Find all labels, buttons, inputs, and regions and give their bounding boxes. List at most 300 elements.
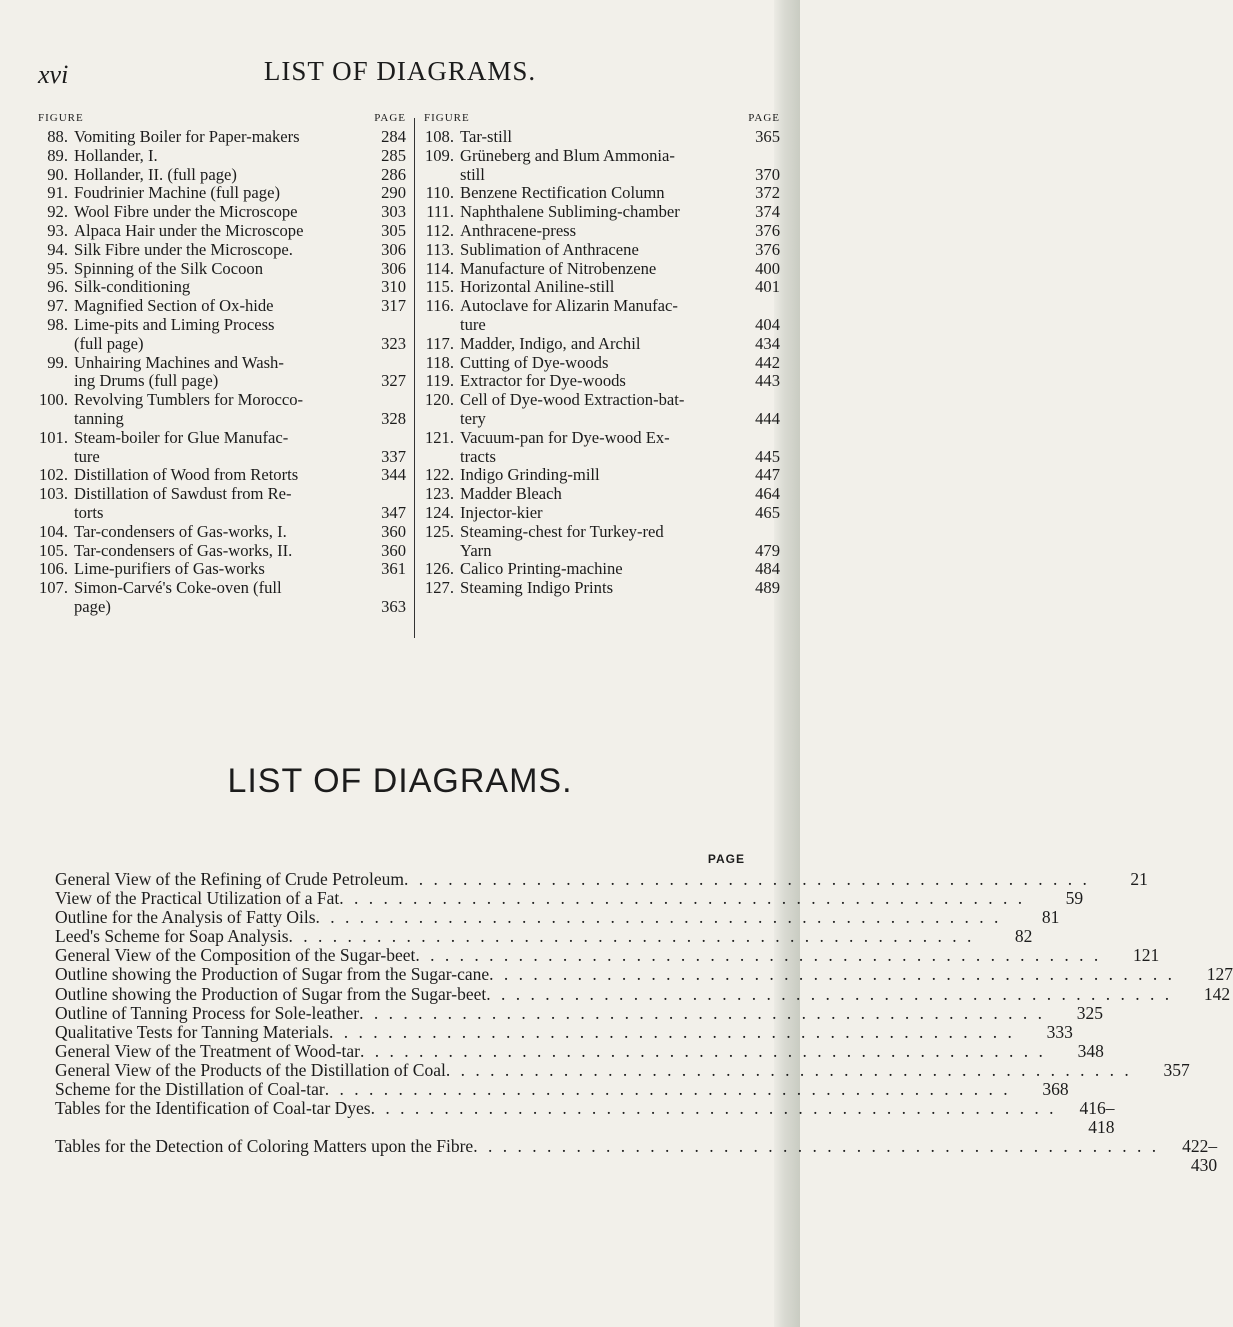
diagram-entry bbox=[55, 1002, 1104, 1023]
figure-entry-line bbox=[38, 335, 406, 354]
figure-number: 115. bbox=[425, 277, 454, 297]
figure-entry-line bbox=[38, 241, 406, 260]
figure-page: 489 bbox=[755, 578, 780, 598]
figure-entry bbox=[38, 278, 406, 297]
diagram-page: 127 bbox=[1206, 964, 1233, 985]
diagram-entries bbox=[55, 869, 1233, 1176]
figure-entry bbox=[424, 429, 780, 467]
diagram-entry bbox=[55, 888, 1084, 909]
figure-page: 306 bbox=[381, 258, 406, 278]
figure-title: torts bbox=[74, 502, 104, 522]
figure-number: 95. bbox=[47, 258, 68, 278]
figure-entry-line bbox=[424, 391, 780, 410]
figure-page bbox=[746, 391, 780, 410]
diagram-entry bbox=[55, 926, 1033, 947]
figure-entry-line bbox=[38, 297, 406, 316]
figure-title: Vomiting Boiler for Paper-makers bbox=[74, 127, 300, 146]
figure-number: 123. bbox=[424, 484, 454, 504]
figure-number: 108. bbox=[424, 127, 454, 146]
figure-page: 376 bbox=[755, 220, 780, 240]
figure-number: 90. bbox=[47, 164, 68, 184]
diagram-title: Scheme for the Distillation of Coal-tar bbox=[55, 1079, 325, 1100]
figure-number: 103. bbox=[38, 484, 68, 504]
figure-entry bbox=[38, 466, 406, 485]
figure-title: Silk Fibre under the Microscope. bbox=[74, 239, 293, 259]
figure-entry-line bbox=[424, 579, 780, 598]
figure-entry-line bbox=[424, 316, 780, 335]
figure-entry bbox=[38, 542, 406, 561]
figure-entry-line bbox=[424, 335, 780, 354]
figure-entry bbox=[38, 147, 406, 166]
figure-entry-line bbox=[38, 429, 406, 448]
figure-number: 93. bbox=[47, 220, 68, 240]
figure-entry bbox=[38, 391, 406, 429]
diagram-title: Tables for the Identification of Coal-tar Dyes bbox=[55, 1098, 371, 1119]
dot-leader: . . . . . . . . . . . . . . . . . . . . . . . . . . . . . . . . . . . . . . . . . . . . . . . bbox=[315, 907, 1002, 928]
diagram-title: View of the Practical Utilization of a Fat bbox=[55, 888, 340, 909]
figure-title: Grüneberg and Blum Ammonia- bbox=[460, 145, 675, 165]
figure-title: Extractor for Dye-woods bbox=[460, 371, 626, 391]
figure-number: 118. bbox=[425, 352, 454, 372]
figure-title: tanning bbox=[74, 408, 124, 428]
figure-title: Lime-pits and Liming Process bbox=[74, 314, 275, 334]
figure-number bbox=[38, 335, 74, 354]
figure-number bbox=[424, 166, 460, 185]
figure-page: 310 bbox=[381, 277, 406, 297]
diagram-page: 348 bbox=[1077, 1040, 1104, 1061]
figure-number: 109. bbox=[424, 145, 454, 165]
figure-entry-line bbox=[38, 278, 406, 297]
diagram-entry bbox=[55, 1021, 1073, 1042]
figure-number: 121. bbox=[424, 427, 454, 447]
diagram-entry bbox=[55, 907, 1060, 928]
figure-entry-line bbox=[38, 598, 406, 617]
figure-label: FIGURE bbox=[424, 112, 470, 124]
figure-number: 114. bbox=[425, 258, 454, 278]
figure-page: 285 bbox=[381, 145, 406, 165]
figure-entry-line bbox=[38, 203, 406, 222]
figure-entry bbox=[424, 523, 780, 561]
figure-number bbox=[424, 316, 460, 335]
figure-page bbox=[746, 297, 780, 316]
column-divider bbox=[414, 118, 415, 638]
diagrams-page-label: PAGE bbox=[707, 852, 745, 866]
figure-number: 96. bbox=[47, 277, 68, 297]
figure-entry-line bbox=[38, 485, 406, 504]
dot-leader: . . . . . . . . . . . . . . . . . . . . . . . . . . . . . . . . . . . . . . . . . . . . . . . bbox=[370, 1098, 1057, 1119]
figure-entry bbox=[424, 579, 780, 598]
figure-title: page) bbox=[74, 596, 111, 616]
figure-entry bbox=[424, 560, 780, 579]
diagram-page: 422–430 bbox=[1182, 1136, 1218, 1176]
figure-title: Sublimation of Anthracene bbox=[460, 239, 639, 259]
figure-title: Tar-condensers of Gas-works, II. bbox=[74, 540, 293, 560]
figure-entry bbox=[38, 166, 406, 185]
figure-number bbox=[38, 504, 74, 523]
figure-title: Autoclave for Alizarin Manufac- bbox=[460, 296, 678, 316]
diagram-entry bbox=[55, 869, 1148, 889]
figure-entry bbox=[38, 297, 406, 316]
figure-entry bbox=[38, 241, 406, 260]
dot-leader: . . . . . . . . . . . . . . . . . . . . . . . . . . . . . . . . . . . . . . . . . . . . . . . bbox=[328, 1021, 1015, 1042]
figure-title: Tar-condensers of Gas-works, I. bbox=[74, 521, 287, 541]
figure-entry bbox=[424, 354, 780, 373]
figure-title: Distillation of Wood from Retorts bbox=[74, 465, 299, 485]
figure-number bbox=[38, 598, 74, 617]
dot-leader: . . . . . . . . . . . . . . . . . . . . . . . . . . . . . . . . . . . . . . . . . . . . . . . bbox=[489, 964, 1176, 985]
figure-page: 374 bbox=[755, 202, 780, 222]
figure-number: 116. bbox=[425, 296, 454, 316]
figure-entry bbox=[424, 147, 780, 185]
figure-number: 122. bbox=[424, 465, 454, 485]
figure-entry-line bbox=[38, 372, 406, 391]
diagram-title: Outline of Tanning Process for Sole-leather bbox=[55, 1002, 360, 1023]
figure-title: Cell of Dye-wood Extraction-bat- bbox=[460, 390, 685, 410]
figure-page: 479 bbox=[755, 540, 780, 560]
figure-label: FIGURE bbox=[38, 112, 84, 124]
diagrams-list bbox=[55, 852, 1233, 1176]
figure-page: 360 bbox=[381, 540, 406, 560]
figures-right-column bbox=[424, 112, 780, 598]
diagram-page: 142 bbox=[1203, 983, 1231, 1004]
figure-page: 444 bbox=[755, 408, 780, 428]
dot-leader: . . . . . . . . . . . . . . . . . . . . . . . . . . . . . . . . . . . . . . . . . . . . . . . bbox=[359, 1002, 1046, 1023]
dot-leader: . . . . . . . . . . . . . . . . . . . . . . . . . . . . . . . . . . . . . . . . . . . . . . . bbox=[324, 1079, 1011, 1100]
figure-page: 400 bbox=[755, 258, 780, 278]
figure-entry-line bbox=[38, 184, 406, 203]
figure-page: 306 bbox=[381, 239, 406, 259]
column-head bbox=[38, 112, 406, 128]
diagram-page: 21 bbox=[1130, 869, 1148, 889]
diagram-entry bbox=[55, 1079, 1069, 1100]
dot-leader: . . . . . . . . . . . . . . . . . . . . . . . . . . . . . . . . . . . . . . . . . . . . . . . bbox=[360, 1040, 1046, 1061]
figure-page: 443 bbox=[755, 371, 780, 391]
diagram-entry bbox=[55, 945, 1160, 966]
figure-number: 88. bbox=[47, 127, 68, 146]
figure-page: 328 bbox=[381, 408, 406, 428]
figure-entry-line bbox=[424, 203, 780, 222]
figure-number bbox=[38, 448, 74, 467]
figure-number bbox=[38, 410, 74, 429]
figure-page: 327 bbox=[381, 371, 406, 391]
figure-entry-line bbox=[424, 184, 780, 203]
running-title: LIST OF DIAGRAMS. bbox=[263, 56, 537, 86]
figure-title: Madder, Indigo, and Archil bbox=[460, 333, 641, 353]
figure-number bbox=[424, 410, 460, 429]
diagram-title: Qualitative Tests for Tanning Materials bbox=[55, 1021, 329, 1042]
figure-entry-line bbox=[38, 222, 406, 241]
dot-leader: . . . . . . . . . . . . . . . . . . . . . . . . . . . . . . . . . . . . . . . . . . . . . . . bbox=[473, 1136, 1160, 1157]
diagram-page: 368 bbox=[1042, 1079, 1069, 1100]
figure-entry-line bbox=[424, 485, 780, 504]
figure-entry bbox=[424, 184, 780, 203]
figure-number: 111. bbox=[426, 202, 454, 222]
figure-page bbox=[372, 579, 406, 598]
figure-title: ing Drums (full page) bbox=[74, 371, 219, 391]
figure-number: 101. bbox=[38, 427, 68, 447]
figure-entry-line bbox=[38, 316, 406, 335]
figure-entry bbox=[424, 278, 780, 297]
figure-entry-line bbox=[424, 429, 780, 448]
figure-number: 92. bbox=[47, 202, 68, 222]
figure-page: 484 bbox=[755, 559, 780, 579]
figure-entry bbox=[38, 260, 406, 279]
figure-title: Hollander, II. (full page) bbox=[74, 164, 237, 184]
figure-number: 113. bbox=[425, 239, 454, 259]
diagram-page: 416–418 bbox=[1079, 1098, 1115, 1138]
figure-entry bbox=[424, 504, 780, 523]
diagram-entry bbox=[55, 1040, 1104, 1061]
figure-page bbox=[372, 354, 406, 373]
figure-title: Injector-kier bbox=[460, 502, 543, 522]
figure-entry-line bbox=[424, 504, 780, 523]
figure-entry bbox=[424, 466, 780, 485]
figure-number: 107. bbox=[38, 578, 68, 598]
figure-title: tracts bbox=[460, 446, 496, 466]
figure-entry bbox=[38, 485, 406, 523]
figure-entry-line bbox=[38, 410, 406, 429]
figure-entry-line bbox=[424, 523, 780, 542]
figure-page: 344 bbox=[381, 465, 406, 485]
figure-title: Alpaca Hair under the Microscope bbox=[74, 220, 304, 240]
dot-leader: . . . . . . . . . . . . . . . . . . . . . . . . . . . . . . . . . . . . . . . . . . . . . . . bbox=[415, 945, 1102, 966]
figure-page: 337 bbox=[381, 446, 406, 466]
figure-entry-line bbox=[424, 128, 780, 147]
diagram-title: Tables for the Detection of Coloring Matters upon the Fibre bbox=[55, 1136, 474, 1157]
diagram-entry bbox=[55, 1098, 1115, 1138]
figure-entry-line bbox=[38, 579, 406, 598]
figure-entry-line bbox=[38, 448, 406, 467]
figure-entry-line bbox=[424, 542, 780, 561]
figure-entry bbox=[424, 128, 780, 147]
figure-entry-line bbox=[38, 504, 406, 523]
page-label: PAGE bbox=[748, 112, 780, 124]
diagram-page: 357 bbox=[1163, 1059, 1190, 1080]
figure-number: 110. bbox=[425, 183, 454, 203]
figure-title: Revolving Tumblers for Morocco- bbox=[74, 390, 304, 410]
figure-entry bbox=[38, 429, 406, 467]
diagram-title: General View of the Composition of the Sugar-beet bbox=[55, 945, 416, 966]
diagram-page: 82 bbox=[1014, 926, 1033, 947]
figure-number: 97. bbox=[47, 296, 68, 316]
figure-entry-line bbox=[424, 241, 780, 260]
figure-title: Simon-Carvé's Coke-oven (full bbox=[74, 578, 282, 598]
figure-page bbox=[372, 316, 406, 335]
figure-number: 106. bbox=[38, 559, 68, 579]
figure-page: 404 bbox=[755, 314, 780, 334]
diagram-entry bbox=[55, 1059, 1190, 1080]
figure-page: 290 bbox=[381, 183, 406, 203]
figure-entry bbox=[38, 560, 406, 579]
figure-page bbox=[746, 147, 780, 166]
figure-page bbox=[372, 391, 406, 410]
figure-number: 125. bbox=[424, 521, 454, 541]
page-label: PAGE bbox=[374, 112, 406, 124]
dot-leader: . . . . . . . . . . . . . . . . . . . . . . . . . . . . . . . . . . . . . . . . . . . . . . . bbox=[288, 926, 975, 947]
figure-title: Vacuum-pan for Dye-wood Ex- bbox=[460, 427, 670, 447]
figure-page: 434 bbox=[755, 333, 780, 353]
figure-page: 447 bbox=[755, 465, 780, 485]
figure-entry-line bbox=[424, 372, 780, 391]
figure-entry bbox=[424, 241, 780, 260]
figure-entry bbox=[38, 184, 406, 203]
column-head bbox=[424, 112, 780, 128]
figure-title: Silk-conditioning bbox=[74, 277, 191, 297]
figure-entry-line bbox=[424, 166, 780, 185]
figure-title: Wool Fibre under the Microscope bbox=[74, 202, 298, 222]
figure-page: 376 bbox=[755, 239, 780, 259]
figure-number: 99. bbox=[47, 352, 68, 372]
figure-title: Madder Bleach bbox=[460, 484, 562, 504]
figure-entry bbox=[38, 316, 406, 354]
figure-number: 120. bbox=[424, 390, 454, 410]
figure-entry-line bbox=[38, 542, 406, 561]
figure-entry-line bbox=[424, 410, 780, 429]
figure-entry-line bbox=[38, 523, 406, 542]
figure-title: Indigo Grinding-mill bbox=[460, 465, 600, 485]
figure-number: 127. bbox=[424, 578, 454, 598]
figure-title: Benzene Rectification Column bbox=[460, 183, 665, 203]
figure-title: tery bbox=[460, 408, 486, 428]
dot-leader: . . . . . . . . . . . . . . . . . . . . . . . . . . . . . . . . . . . . . . . . . . . . . . . bbox=[486, 983, 1173, 1004]
figure-page: 317 bbox=[381, 296, 406, 316]
figure-entry-line bbox=[424, 278, 780, 297]
figure-page: 284 bbox=[381, 127, 406, 146]
figure-title: Yarn bbox=[460, 540, 492, 560]
figure-page: 442 bbox=[755, 352, 780, 372]
figure-title: Cutting of Dye-woods bbox=[460, 352, 609, 372]
diagram-page: 81 bbox=[1041, 907, 1060, 928]
figure-page: 347 bbox=[381, 502, 406, 522]
figure-number bbox=[424, 542, 460, 561]
figure-page: 360 bbox=[381, 521, 406, 541]
figure-entry bbox=[38, 354, 406, 392]
figure-number: 117. bbox=[425, 333, 454, 353]
figures-left-column bbox=[38, 112, 406, 617]
figure-entry bbox=[38, 523, 406, 542]
figure-list-right bbox=[424, 128, 780, 598]
figure-number: 104. bbox=[38, 521, 68, 541]
diagram-page: 59 bbox=[1065, 888, 1084, 909]
figure-title: still bbox=[460, 164, 485, 184]
figure-entry bbox=[38, 222, 406, 241]
figure-entry bbox=[38, 203, 406, 222]
figure-entry bbox=[38, 128, 406, 147]
diagram-title: General View of the Treatment of Wood-tar bbox=[55, 1040, 361, 1061]
figure-entry-line bbox=[38, 147, 406, 166]
figure-title: Manufacture of Nitrobenzene bbox=[460, 258, 657, 278]
figure-title: Steam-boiler for Glue Manufac- bbox=[74, 427, 289, 447]
figure-number: 105. bbox=[38, 540, 68, 560]
figure-entry bbox=[424, 485, 780, 504]
diagram-page: 121 bbox=[1132, 945, 1160, 966]
figure-title: Hollander, I. bbox=[74, 145, 158, 165]
figure-entry bbox=[424, 260, 780, 279]
figure-page: 370 bbox=[755, 164, 780, 184]
figure-entry bbox=[424, 391, 780, 429]
figure-entry-line bbox=[424, 560, 780, 579]
figure-page: 464 bbox=[755, 484, 780, 504]
figure-title: Tar-still bbox=[460, 127, 512, 146]
figure-entry-line bbox=[38, 560, 406, 579]
figure-list-left bbox=[38, 128, 406, 617]
figure-page bbox=[746, 523, 780, 542]
figure-page: 465 bbox=[755, 502, 780, 522]
figure-number: 100. bbox=[38, 390, 68, 410]
figure-title: Anthracene-press bbox=[460, 220, 577, 240]
figure-page: 361 bbox=[381, 559, 406, 579]
diagram-page: 333 bbox=[1046, 1021, 1073, 1042]
figure-entry-line bbox=[38, 466, 406, 485]
figure-entry-line bbox=[424, 222, 780, 241]
figure-title: Calico Printing-machine bbox=[460, 559, 623, 579]
figure-page: 401 bbox=[755, 277, 780, 297]
figure-number: 89. bbox=[47, 145, 68, 165]
diagram-title: Outline for the Analysis of Fatty Oils bbox=[55, 907, 316, 928]
figure-title: Unhairing Machines and Wash- bbox=[74, 352, 284, 372]
figure-number bbox=[38, 372, 74, 391]
figure-title: Foudrinier Machine (full page) bbox=[74, 183, 280, 203]
figure-entry bbox=[424, 222, 780, 241]
diagram-entry bbox=[55, 983, 1231, 1004]
dot-leader: . . . . . . . . . . . . . . . . . . . . . . . . . . . . . . . . . . . . . . . . . . . . . . . bbox=[404, 869, 1090, 889]
figure-page bbox=[746, 429, 780, 448]
figure-entry-line bbox=[38, 260, 406, 279]
figure-title: Distillation of Sawdust from Re- bbox=[74, 484, 292, 504]
figure-entry-line bbox=[424, 354, 780, 373]
figure-page: 363 bbox=[381, 596, 406, 616]
diagram-title: General View of the Refining of Crude Petroleum bbox=[55, 869, 405, 889]
figure-entry-line bbox=[38, 354, 406, 373]
figure-number: 94. bbox=[47, 239, 68, 259]
figure-page bbox=[372, 485, 406, 504]
figure-number: 126. bbox=[424, 559, 454, 579]
figure-entry-line bbox=[38, 166, 406, 185]
figure-page bbox=[372, 429, 406, 448]
figure-title: Steaming Indigo Prints bbox=[460, 578, 614, 598]
diagram-title: General View of the Products of the Distillation of Coal bbox=[55, 1059, 446, 1080]
page-folio: xvi bbox=[38, 60, 69, 89]
diagram-title: Outline showing the Production of Sugar from the Sugar-beet bbox=[55, 983, 487, 1004]
figure-entry-line bbox=[424, 448, 780, 467]
figure-number bbox=[424, 448, 460, 467]
figure-entry-line bbox=[424, 147, 780, 166]
diagram-page: 325 bbox=[1076, 1002, 1104, 1023]
figure-page: 445 bbox=[755, 446, 780, 466]
figure-entry-line bbox=[424, 466, 780, 485]
figure-title: ture bbox=[74, 446, 100, 466]
figure-entry bbox=[424, 203, 780, 222]
figure-title: Naphthalene Subliming-chamber bbox=[460, 202, 680, 222]
figure-entry-line bbox=[38, 128, 406, 147]
figure-entry-line bbox=[38, 391, 406, 410]
dot-leader: . . . . . . . . . . . . . . . . . . . . . . . . . . . . . . . . . . . . . . . . . . . . . . . bbox=[339, 888, 1026, 909]
figure-number: 102. bbox=[38, 465, 68, 485]
figure-title: Magnified Section of Ox-hide bbox=[74, 296, 274, 316]
diagram-title: Outline showing the Production of Sugar from the Sugar-cane bbox=[55, 964, 490, 985]
figure-title: (full page) bbox=[74, 333, 144, 353]
figure-page: 286 bbox=[381, 164, 406, 184]
figure-title: Steaming-chest for Turkey-red bbox=[460, 521, 664, 541]
figure-page: 323 bbox=[381, 333, 406, 353]
figure-entry bbox=[424, 297, 780, 335]
diagram-entry bbox=[55, 964, 1233, 985]
figure-entry-line bbox=[424, 260, 780, 279]
dot-leader: . . . . . . . . . . . . . . . . . . . . . . . . . . . . . . . . . . . . . . . . . . . . . . . bbox=[445, 1059, 1132, 1080]
diagrams-title: LIST OF DIAGRAMS. bbox=[227, 762, 573, 800]
figure-number: 112. bbox=[425, 220, 454, 240]
figure-number: 119. bbox=[425, 371, 454, 391]
